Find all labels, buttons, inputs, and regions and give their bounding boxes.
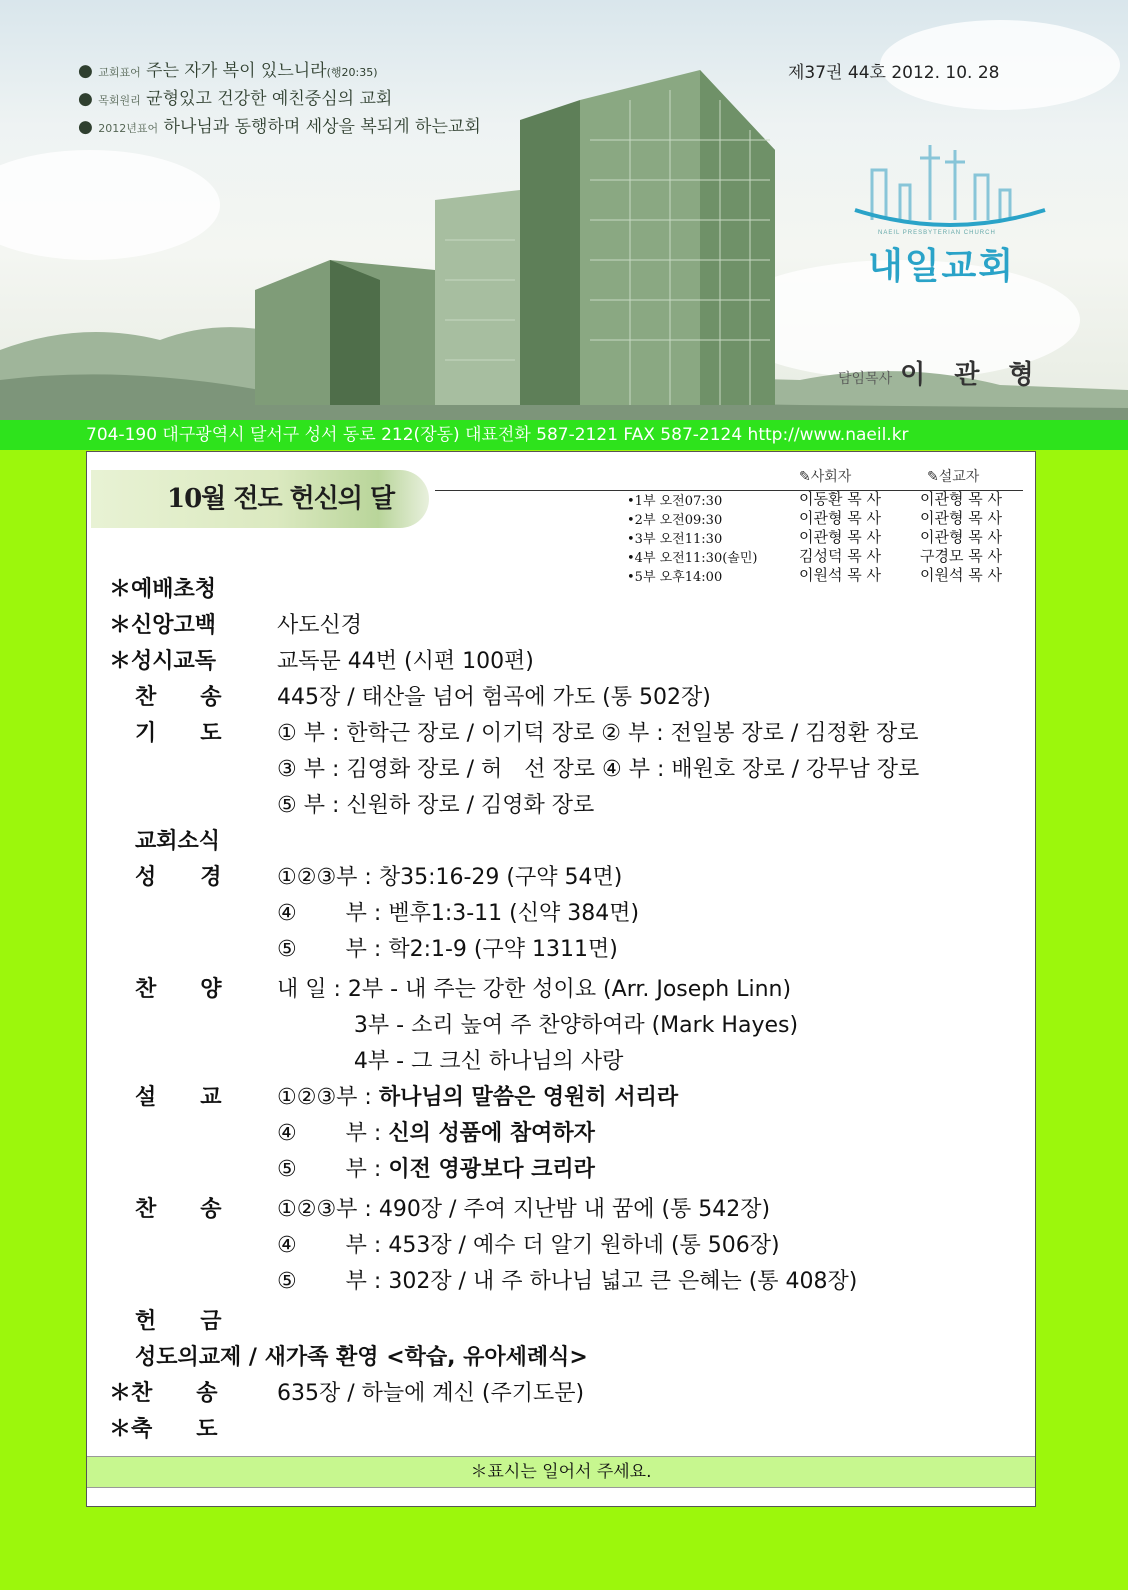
order-item (87, 1340, 1035, 1376)
order-label: 찬 양 (135, 977, 222, 1002)
order-value: ③ 부 : 김영화 장로 / 허 선 장로 ④ 부 : 배원호 장로 / 강무남 장로 (277, 757, 920, 782)
order-item (87, 1412, 1035, 1448)
order-label: ＊예배초청 (109, 577, 217, 602)
order-value: ⑤ 부 : 학2:1-9 (구약 1311면) (277, 937, 618, 962)
order-item (87, 1152, 1035, 1188)
address-text: 704-190 대구광역시 달서구 성서 동로 212(장동) 대표전화 587-2121 FAX 587-2124 http://www.naeil.kr (86, 425, 909, 445)
order-label: 성 경 (135, 865, 222, 890)
order-item (87, 972, 1035, 1008)
order-label: 성도의교제 / 새가족 환영 <학습, 유아세례식> (135, 1345, 588, 1370)
service-leader: 김성덕 목 사 (799, 547, 881, 565)
pastor-title: 담임목사 (838, 371, 893, 387)
service-time: •5부 오후14:00 (627, 570, 723, 585)
church-mottos (78, 58, 481, 142)
pastor-name: 이 관 형 (900, 360, 1044, 390)
logo-english-text: NAEIL PRESBYTERIAN CHURCH (878, 230, 996, 236)
order-label: 찬 송 (135, 685, 222, 710)
motto-line: ● 교회표어 주는 자가 복이 있느니라(행20:35) (78, 61, 378, 81)
order-item (87, 860, 1035, 896)
header-banner (0, 0, 1128, 420)
order-item (87, 1008, 1035, 1044)
order-value: ④ 부 : 벧후1:3-11 (신약 384면) (277, 901, 640, 926)
worship-order-panel (86, 451, 1036, 1507)
order-value: 635장 / 하늘에 계신 (주기도문) (277, 1381, 585, 1406)
order-value: 445장 / 태산을 넘어 험곡에 가도 (통 502장) (277, 685, 711, 710)
order-value-prefix: ⑤ 부 : (277, 1157, 389, 1182)
service-preacher: 이관형 목 사 (920, 490, 1002, 508)
service-time: •3부 오전11:30 (627, 532, 723, 547)
order-value-prefix: ①②③부 : (277, 1085, 379, 1110)
order-label: 교회소식 (135, 829, 221, 854)
order-label: 헌 금 (135, 1309, 222, 1334)
church-logo (850, 140, 1050, 300)
motto-tag: 2012년표어 (98, 122, 159, 135)
service-time: •1부 오전07:30 (627, 494, 723, 509)
motto-tag: 교회표어 (98, 66, 141, 79)
order-value: 4부 - 그 크신 하나님의 사랑 (277, 1049, 624, 1074)
order-value-prefix: ④ 부 : (277, 1121, 389, 1146)
order-label: ＊성시교독 (109, 649, 217, 674)
order-item (87, 644, 1035, 680)
order-item (87, 1376, 1035, 1412)
order-value: ① 부 : 한학근 장로 / 이기덕 장로 ② 부 : 전일봉 장로 / 김정환 장로 (277, 721, 919, 746)
order-item (87, 716, 1035, 752)
order-item (87, 1304, 1035, 1340)
order-value: ①②③부 : 창35:16-29 (구약 54면) (277, 865, 623, 890)
service-leader: 이원석 목 사 (799, 566, 881, 584)
service-time: •4부 오전11:30(솔민) (627, 551, 758, 566)
order-item (87, 788, 1035, 824)
motto-line: ● 2012년표어 하나님과 동행하며 세상을 복되게 하는교회 (78, 117, 481, 137)
motto-ref: (행20:35) (326, 66, 378, 79)
sermon-title: 신의 성품에 참여하자 (388, 1121, 595, 1146)
cloud-shape (0, 150, 220, 260)
senior-pastor (838, 354, 1044, 391)
order-item (87, 1116, 1035, 1152)
motto-text: 균형있고 건강한 예친중심의 교회 (146, 89, 393, 109)
motto-line: ● 목회원리 균형있고 건강한 예친중심의 교회 (78, 89, 393, 109)
order-value (277, 1116, 595, 1147)
motto-tag: 목회원리 (98, 94, 141, 107)
order-value: 3부 - 소리 높여 주 찬양하여라 (Mark Hayes) (277, 1013, 799, 1038)
order-value: 내 일 : 2부 - 내 주는 강한 성이요 (Arr. Joseph Linn) (277, 977, 792, 1002)
order-item (87, 1044, 1035, 1080)
motto-text: 주는 자가 복이 있느니라 (146, 61, 327, 81)
order-label: ＊축 도 (109, 1417, 218, 1442)
sermon-title: 하나님의 말씀은 영원히 서리라 (378, 1085, 679, 1110)
order-value: ⑤ 부 : 302장 / 내 주 하나님 넓고 큰 은혜는 (통 408장) (277, 1269, 858, 1294)
preacher-column-header: ✎설교자 (927, 469, 980, 485)
standing-note: ＊표시는 일어서 주세요. (87, 1456, 1035, 1488)
service-preacher: 이관형 목 사 (920, 509, 1002, 527)
order-item (87, 680, 1035, 716)
service-time: •2부 오전09:30 (627, 513, 723, 528)
order-value: 사도신경 (277, 613, 363, 638)
order-value: ④ 부 : 453장 / 예수 더 알기 원하네 (통 506장) (277, 1233, 780, 1258)
logo-korean-text: 내일교회 (868, 246, 1016, 287)
order-value (277, 1152, 595, 1183)
order-item (87, 1264, 1035, 1300)
service-leaders (799, 490, 881, 585)
order-item (87, 932, 1035, 968)
motto-text: 하나님과 동행하며 세상을 복되게 하는교회 (163, 117, 481, 137)
order-item (87, 608, 1035, 644)
leader-column-header: ✎사회자 (799, 469, 852, 485)
service-preacher: 구경모 목 사 (920, 547, 1002, 565)
service-leader: 이관형 목 사 (799, 509, 881, 527)
service-preachers (920, 490, 1002, 585)
order-label: 찬 송 (135, 1197, 222, 1222)
service-preacher: 이원석 목 사 (920, 566, 1002, 584)
cross-skyline-icon (850, 140, 1050, 230)
issue-number: 제37권 44호 2012. 10. 28 (788, 63, 1000, 83)
order-label: 설 교 (135, 1085, 222, 1110)
service-preacher: 이관형 목 사 (920, 528, 1002, 546)
order-value: 교독문 44번 (시편 100편) (277, 649, 534, 674)
order-label: ＊신앙고백 (109, 613, 217, 638)
order-item (87, 896, 1035, 932)
order-item (87, 572, 1035, 608)
address-bar (0, 420, 1128, 450)
order-item (87, 1228, 1035, 1264)
order-label: ＊찬 송 (109, 1381, 218, 1406)
service-leader: 이관형 목 사 (799, 528, 881, 546)
order-value: ⑤ 부 : 신원하 장로 / 김영화 장로 (277, 793, 595, 818)
order-item (87, 824, 1035, 860)
order-value: ①②③부 : 490장 / 주여 지난밤 내 꿈에 (통 542장) (277, 1197, 771, 1222)
service-leader: 이동환 목 사 (799, 490, 881, 508)
order-item (87, 1192, 1035, 1228)
order-item (87, 1080, 1035, 1116)
order-value (277, 1080, 678, 1111)
sermon-title: 이전 영광보다 크리라 (388, 1157, 595, 1182)
theme-banner-title: 10월 전도 헌신의 달 (167, 484, 395, 514)
order-item (87, 752, 1035, 788)
order-label: 기 도 (135, 721, 222, 746)
